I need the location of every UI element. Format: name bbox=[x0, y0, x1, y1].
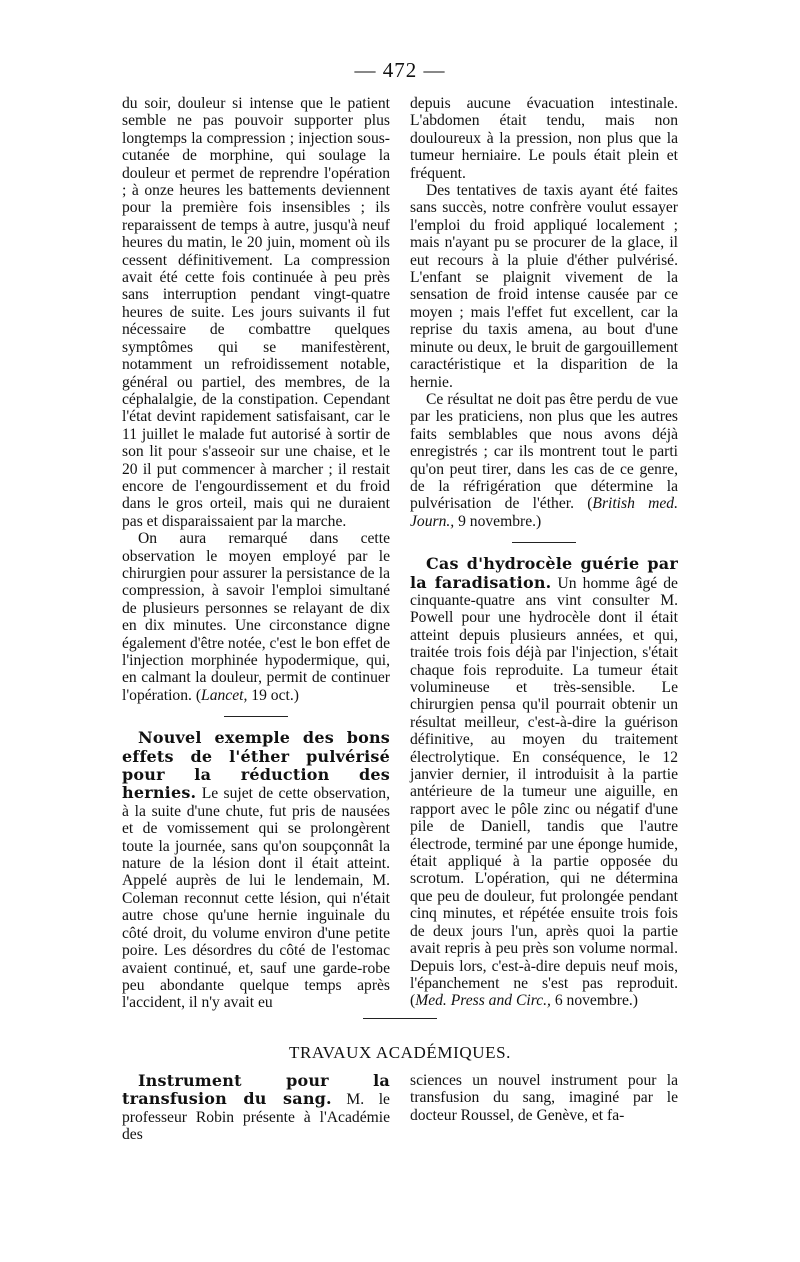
citation: Lancet, bbox=[201, 686, 248, 704]
paragraph: du soir, douleur si intense que le patient semble ne pas pouvoir supporter plus longtemps la compression ; injection sous-cutanée de morphine, qui soulage la douleur et permet de reprendre l'opération ; à onze heures les battements deviennent pour la première fois insensibles ; ils reparaissent de temps à autre, jusqu'à neuf heures du matin, le 20 juin, moment où ils cessent définitivement. La compression avait été cette fois continuée à peu près sans interruption pendant vingt-quatre heures de suite. Les jours suivants il fut nécessaire de combattre quelques symptômes qui se manifestèrent, notamment un refroidissement notable, général ou partiel, des membres, de la céphalalgie, de la constipation. Cependant l'état devint rapidement satisfaisant, car le 11 juillet le malade fut autorisé à sortir de son lit pour s'asseoir sur une chaise, et le 20 il put commencer à marcher ; il restait encore de l'engourdissement et du froid dans le gros orteil, mais qui ne duraient pas et disparaissaient par la marche. bbox=[122, 95, 390, 530]
left-column bbox=[122, 95, 390, 1012]
article-title: Nouvel exemple des bons effets de l'éther pulvérisé pour la réduction des hernies. bbox=[122, 728, 390, 803]
paragraph: depuis aucune évacuation intestinale. L'abdomen était tendu, mais non douloureux à la pression, non plus que la tumeur herniaire. Le pouls était plein et fréquent. bbox=[410, 95, 678, 182]
section-title: TRAVAUX ACADÉMIQUES. bbox=[288, 1043, 511, 1062]
article-text: Un homme âgé de cinquante-quatre ans vint consulter M. Powell pour une hydrocèle dont il était atteint depuis plusieurs années, et qui, traitée trois fois déjà par l'injection, s'était chaque fois reproduite. La tumeur était volumineuse et très-sensible. Le chirurgien pensa qu'il pourrait obtenir un résultat meilleur, c'est-à-dire la guérison définitive, au moyen du traitement électrolytique. En conséquence, le 12 janvier dernier, il introduisit à la partie antérieure de la tumeur une aiguille, en rapport avec le pôle zinc ou négatif d'une pile de Daniell, tandis que l'autre électrode, terminé par une éponge humide, était appliqué à la partie opposée du scrotum. L'opération, qui ne détermina que peu de douleur, fut prolongée pendant cinq minutes, et répétée ensuite trois fois de deux jours l'un, après quoi la partie avait repris à peu près son volume normal. Depuis lors, c'est-à-dire depuis neuf mois, l'épanchement ne s'est pas reproduit. ( bbox=[410, 574, 678, 1010]
divider bbox=[224, 716, 288, 717]
article-text: Le sujet de cette observation, à la suite d'une chute, fut pris de nausées et de vomissement qui se prolongèrent toute la journée, sans qu'on soupçonnât la nature de la lésion dont il était atteint. Appelé auprès de lui le lendemain, M. Coleman reconnut cette lésion, qui n'était autre chose qu'une hernie inguinale du côté droit, du volume environ d'une petite poire. Les désordres du côté de l'estomac avaient continué, et, sauf une garde-robe peu abondante quelque temps après l'accident, il n'y avait eu bbox=[122, 785, 390, 1012]
paragraph: sciences un nouvel instrument pour la transfusion du sang, imaginé par le docteur Roussel, de Genève, et fa- bbox=[410, 1072, 678, 1124]
paragraph bbox=[122, 530, 390, 704]
bottom-left-column bbox=[122, 1072, 390, 1144]
bottom-right-column bbox=[410, 1072, 678, 1124]
article-text: M. le professeur Robin présente à l'Académie des bbox=[122, 1091, 390, 1144]
paragraph-text: Ce résultat ne doit pas être perdu de vue par les praticiens, non plus que les autres faits semblables que nous avons déjà enregistrés ; car ils montrent tout le parti qu'on peut tirer, dans les cas de ce genre, de la réfrigération que détermine la pulvérisation de l'éther. ( bbox=[410, 390, 678, 513]
article-paragraph bbox=[122, 1072, 390, 1144]
paragraph bbox=[410, 391, 678, 530]
section-divider bbox=[363, 1018, 437, 1019]
paragraph-text: On aura remarqué dans cette observation le moyen employé par le chirurgien pour assurer la persistance de la compression, à savoir l'emploi simultané de plusieurs personnes se relayant de dix en dix minutes. Une circonstance digne également d'être notée, c'est le bon effet de l'injection morphinée hypodermique, qui, en calmant la douleur, permit de continuer l'opération. ( bbox=[122, 530, 390, 704]
article-title: Instrument pour la transfusion du sang. bbox=[122, 1071, 390, 1109]
paragraph: Des tentatives de taxis ayant été faites sans succès, notre confrère voulut essayer l'emploi du froid appliqué localement ; mais n'ayant pu se procurer de la glace, il eut recours à la pluie d'éther pulvérisé. L'enfant se plaignit vivement de la sensation de froid intense causée par ce moyen ; mais l'effet fut excellent, car la reprise du taxis amena, au bout d'une minute ou deux, le bruit de gargouillement caractéristique et la disparition de la hernie. bbox=[410, 182, 678, 391]
citation-date: 6 novembre.) bbox=[550, 992, 638, 1010]
citation-date: 9 novembre.) bbox=[454, 512, 542, 530]
citation-date: 19 oct.) bbox=[247, 686, 299, 704]
article-title: Cas d'hydrocèle guérie par la faradisation. bbox=[410, 554, 678, 592]
citation: Med. Press and Circ., bbox=[415, 992, 551, 1010]
article-paragraph bbox=[122, 729, 390, 1012]
page-number: — 472 — bbox=[354, 58, 446, 82]
right-column bbox=[410, 95, 678, 1010]
citation: British med. Journ., bbox=[410, 495, 679, 530]
divider bbox=[512, 542, 576, 543]
article-paragraph bbox=[410, 555, 678, 1010]
